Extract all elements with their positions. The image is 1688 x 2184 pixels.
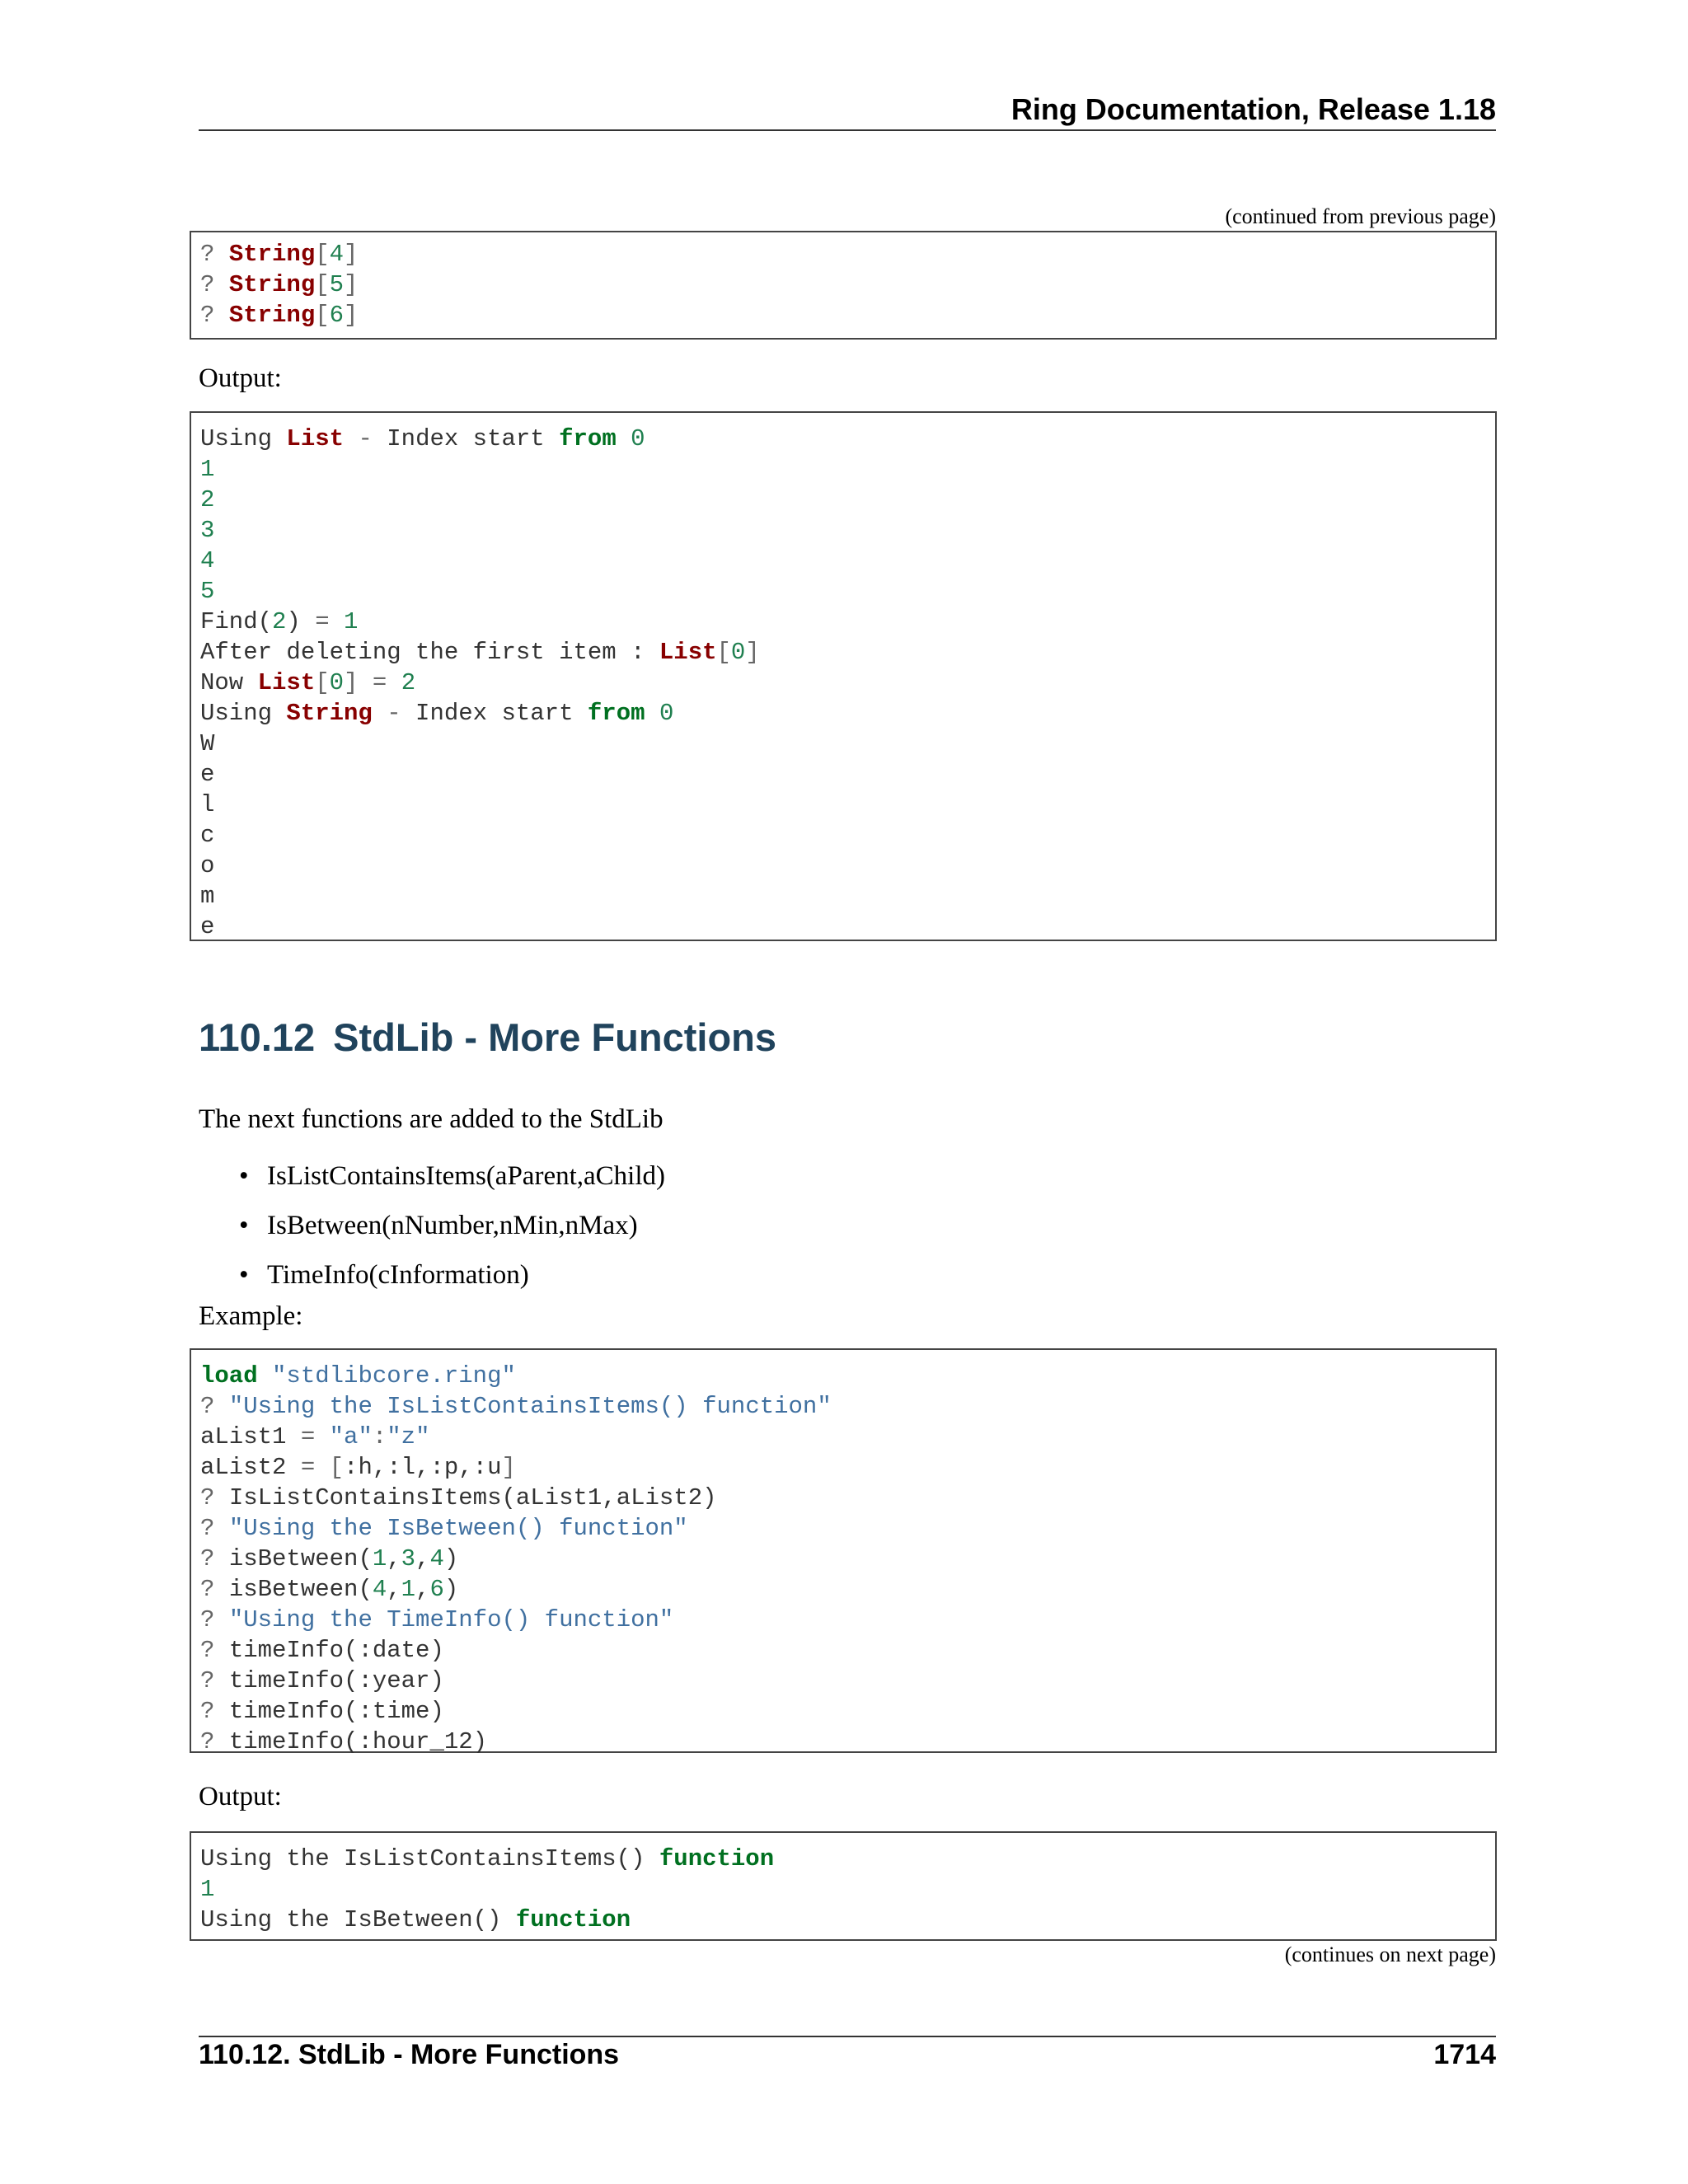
code-line: 4 xyxy=(200,547,215,574)
output-block-1 xyxy=(190,411,1497,941)
function-list xyxy=(239,1160,665,1308)
code-line: ? String[5] xyxy=(200,271,359,298)
code-line: ? String[4] xyxy=(200,241,359,268)
code-line: aList1 = "a":"z" xyxy=(200,1423,430,1451)
code-line: ? "Using the IsListContainsItems() function" xyxy=(200,1393,832,1420)
running-header-title: Ring Documentation, Release 1.18 xyxy=(1010,92,1496,126)
code-line: ? "Using the TimeInfo() function" xyxy=(200,1606,674,1633)
list-item-text: TimeInfo(cInformation) xyxy=(267,1260,529,1290)
list-item-text: IsListContainsItems(aParent,aChild) xyxy=(267,1161,665,1191)
code-line: load "stdlibcore.ring" xyxy=(200,1362,516,1390)
code-line: Using String - Index start from 0 xyxy=(200,700,674,727)
code-line: aList2 = [:h,:l,:p,:u] xyxy=(200,1454,516,1481)
code-line: ? timeInfo(:date) xyxy=(200,1637,444,1664)
code-line: ? isBetween(4,1,6) xyxy=(200,1576,459,1603)
section-title: StdLib - More Functions xyxy=(333,1015,777,1059)
continues-on-note: (continues on next page) xyxy=(1284,1943,1496,1966)
code-line: Now List[0] = 2 xyxy=(200,669,416,696)
code-line: c xyxy=(200,822,215,849)
code-line: e xyxy=(200,913,215,940)
code-line: 3 xyxy=(200,517,215,544)
code-line: Using the IsBetween() function xyxy=(200,1906,631,1933)
output-label: Output: xyxy=(199,363,282,393)
footer-section: 110.12. StdLib - More Functions xyxy=(199,2039,620,2070)
example-label: Example: xyxy=(199,1301,303,1331)
section-heading xyxy=(199,1015,776,1060)
code-line: ? timeInfo(:year) xyxy=(200,1667,444,1694)
example-code-block xyxy=(190,1348,1497,1753)
output-label: Output: xyxy=(199,1782,282,1811)
code-line: Using the IsListContainsItems() function xyxy=(200,1845,775,1872)
code-line: ? timeInfo(:time) xyxy=(200,1698,444,1725)
section-number: 110.12 xyxy=(199,1015,316,1059)
code-line: Find(2) = 1 xyxy=(200,608,359,635)
code-line: ? String[6] xyxy=(200,302,359,329)
code-line: ? IsListContainsItems(aList1,aList2) xyxy=(200,1484,717,1511)
list-item-text: IsBetween(nNumber,nMin,nMax) xyxy=(267,1211,638,1240)
continued-from-note: (continued from previous page) xyxy=(1225,204,1496,228)
output-block-2 xyxy=(190,1831,1497,1941)
code-line: W xyxy=(200,730,215,757)
list-item: • TimeInfo(cInformation) xyxy=(239,1260,529,1290)
code-line: 1 xyxy=(200,1876,215,1903)
code-line: m xyxy=(200,883,215,910)
list-item: • IsBetween(nNumber,nMin,nMax) xyxy=(239,1211,638,1240)
footer-rule xyxy=(199,2036,1496,2037)
intro-paragraph: The next functions are added to the StdLib xyxy=(199,1104,663,1134)
code-block-top xyxy=(190,231,1497,340)
list-item: • IsListContainsItems(aParent,aChild) xyxy=(239,1161,665,1191)
code-line: After deleting the first item : List[0] xyxy=(200,639,760,666)
page-number: 1714 xyxy=(1433,2039,1496,2070)
code-line: ? isBetween(1,3,4) xyxy=(200,1545,459,1572)
code-line: l xyxy=(200,791,215,818)
code-line: ? timeInfo(:hour_12) xyxy=(200,1728,488,1755)
code-line: 2 xyxy=(200,486,215,513)
code-line: 5 xyxy=(200,578,215,605)
header-rule xyxy=(199,129,1496,131)
code-line: Using List - Index start from 0 xyxy=(200,425,645,452)
code-line: o xyxy=(200,852,215,879)
code-line: 1 xyxy=(200,456,215,483)
code-line: e xyxy=(200,761,215,788)
code-line: ? "Using the IsBetween() function" xyxy=(200,1515,688,1542)
